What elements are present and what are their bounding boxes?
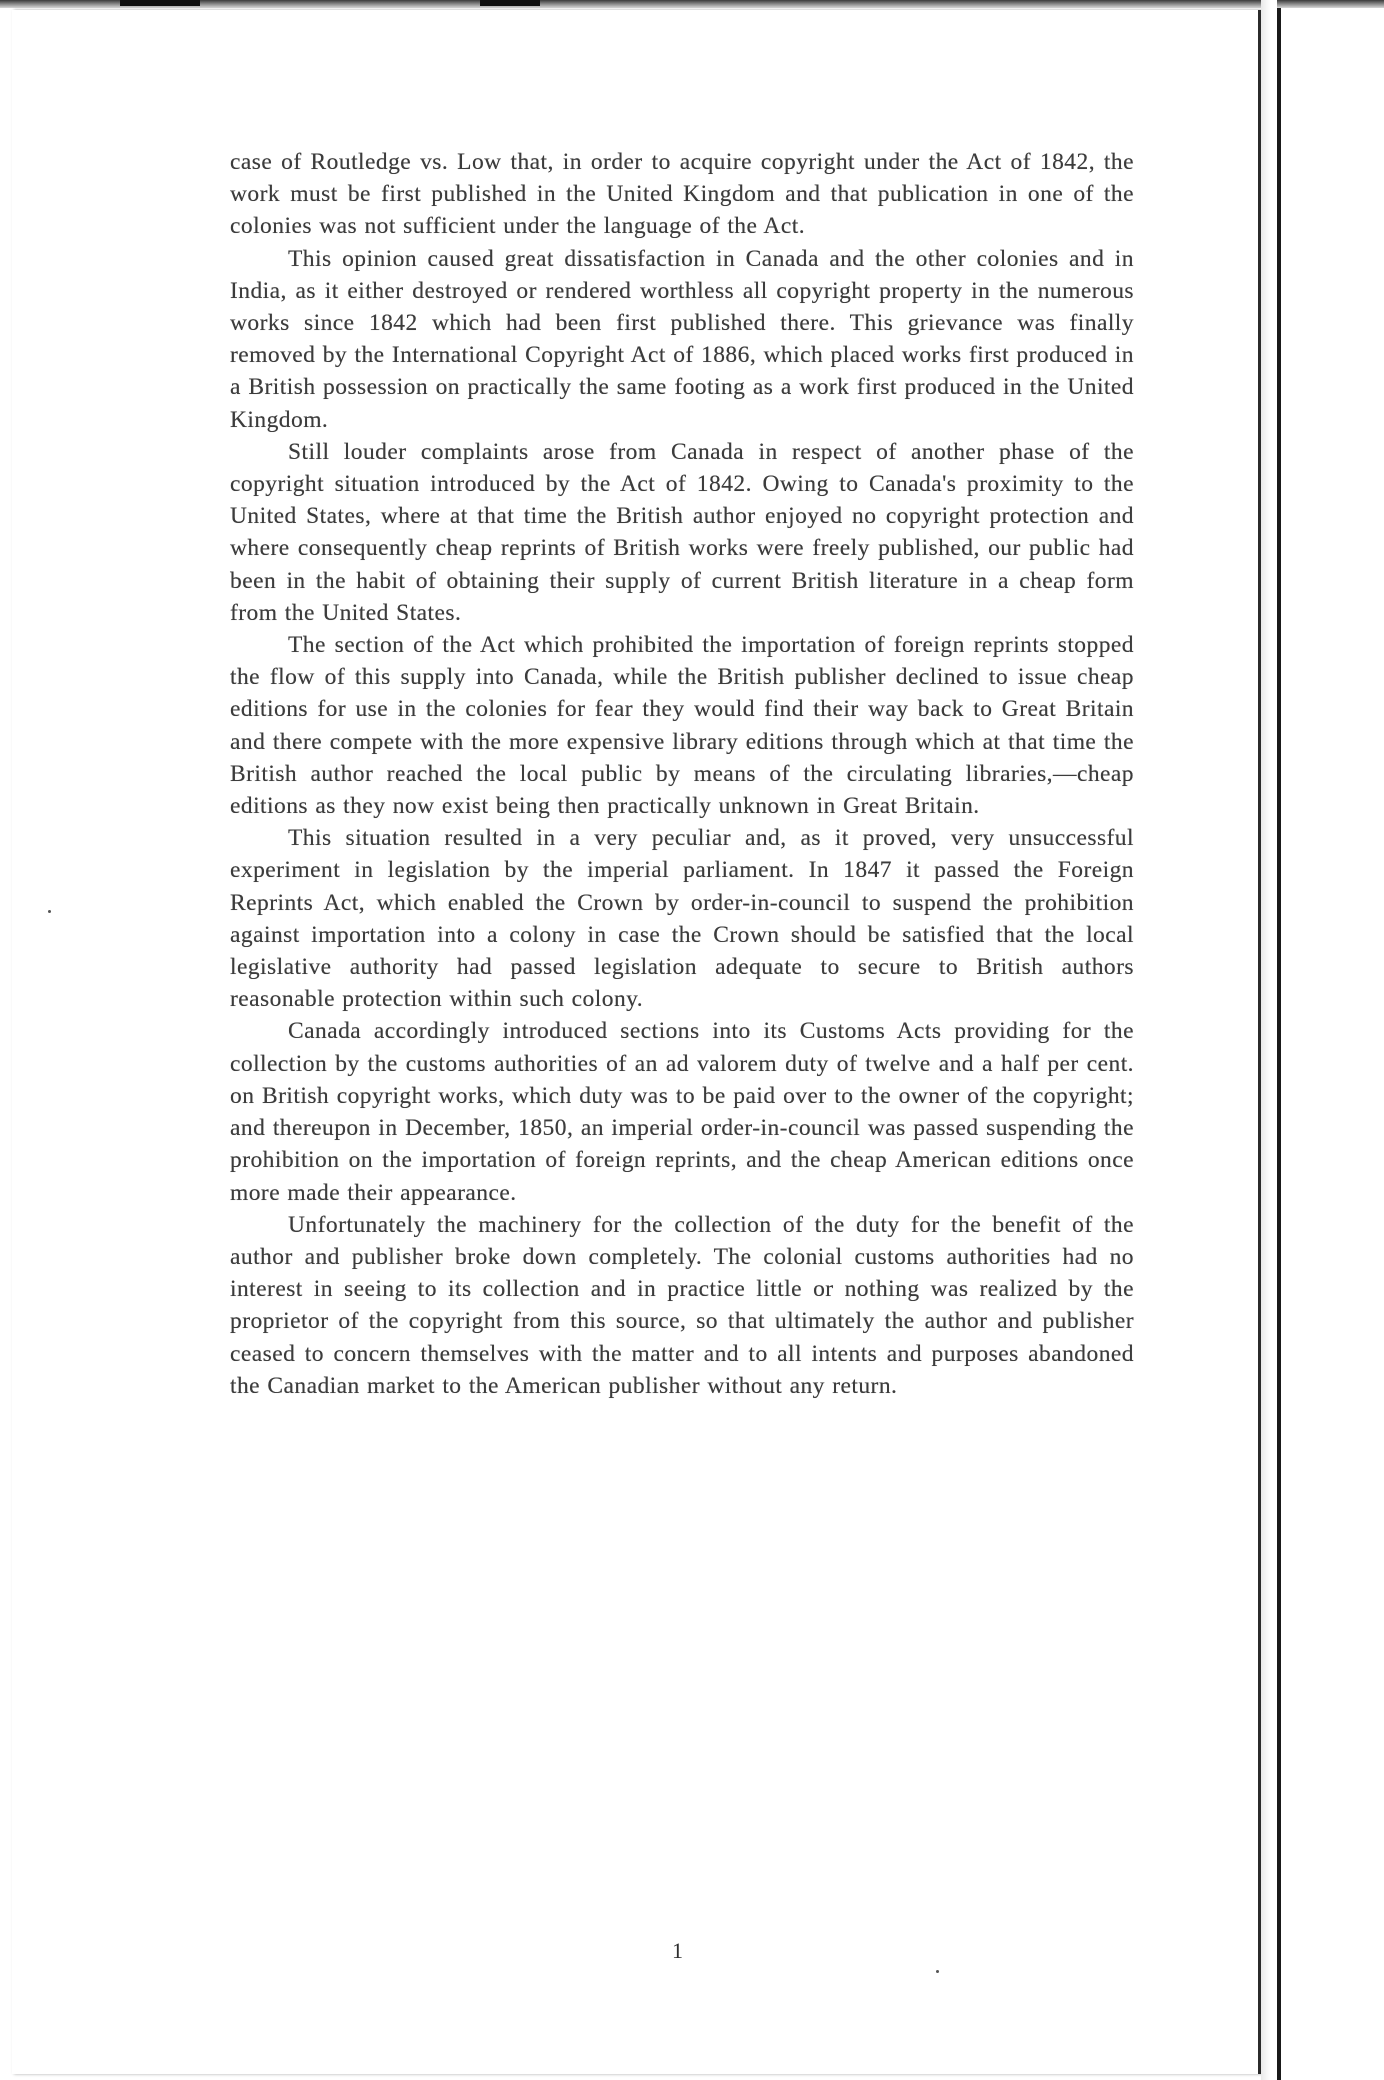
paragraph: case of Routledge vs. Low that, in order to acquire copyright under the Act of 1842, the work must be first published in the United Kingdom and that publication in one of the colonies was not sufficient under the language of the Act. [230,149,1134,240]
scan-speck [48,910,51,913]
body-text [230,146,1134,1402]
page-number: 1 [672,1938,683,1963]
paragraph: Canada accordingly introduced sections into its Customs Acts providing for the collection by the customs authorities of an ad valorem duty of twelve and a half per cent. on British copyright works, which duty was to be paid over to the owner of the copyright; and thereupon in December, 1850, an imperial order-in-council was passed suspending the prohibition on the importation of foreign reprints, and the cheap American editions once more made their appearance. [230,1018,1134,1206]
paragraph: This opinion caused great dissatisfaction in Canada and the other colonies and in India, as it either destroyed or rendered worthless all copyright property in the numerous works since 1842 which had been first published there. This grievance was finally removed by the International Copyright Act of 1886, which placed works first produced in a British possession on practically the same footing as a work first produced in the United Kingdom. [230,245,1134,433]
scan-top-mark [480,0,540,6]
page-gutter [1261,0,1277,2080]
scan-top-edge [0,0,1384,8]
next-page [1281,8,1384,2080]
paragraph: This situation resulted in a very peculiar and, as it proved, very unsuccessful experiment in legislation by the imperial parliament. In 1847 it passed the Foreign Reprints Act, which enabled the Crown by order-in-council to suspend the prohibition against importation into a colony in case the Crown should be satisfied that the local legislative authority had passed legislation adequate to secure to British authors reasonable protection within such colony. [230,825,1134,1013]
scan-top-mark [120,0,200,6]
paragraph: The section of the Act which prohibited the importation of foreign reprints stopped the flow of this supply into Canada, while the British publisher declined to issue cheap editions for use in the colonies for fear they would find their way back to Great Britain and there compete with the more expensive library editions through which at that time the British author reached the local public by means of the circulating libraries,—cheap editions as they now exist being then practically unknown in Great Britain. [230,632,1134,820]
paragraph: Still louder complaints arose from Canada in respect of another phase of the copyright situation introduced by the Act of 1842. Owing to Canada's proximity to the United States, where at that time the British author enjoyed no copyright protection and where consequently cheap reprints of British works were freely published, our public had been in the habit of obtaining their supply of current British literature in a cheap form from the United States. [230,438,1134,626]
paragraph: Unfortunately the machinery for the collection of the duty for the benefit of the author and publisher broke down completely. The colonial customs authorities had no interest in seeing to its collection and in practice little or nothing was realized by the proprietor of the copyright from this source, so that ultimately the author and publisher ceased to concern themselves with the matter and to all intents and purposes abandoned the Canadian market to the American publisher without any return. [230,1211,1134,1399]
scan-speck [936,1970,939,1973]
